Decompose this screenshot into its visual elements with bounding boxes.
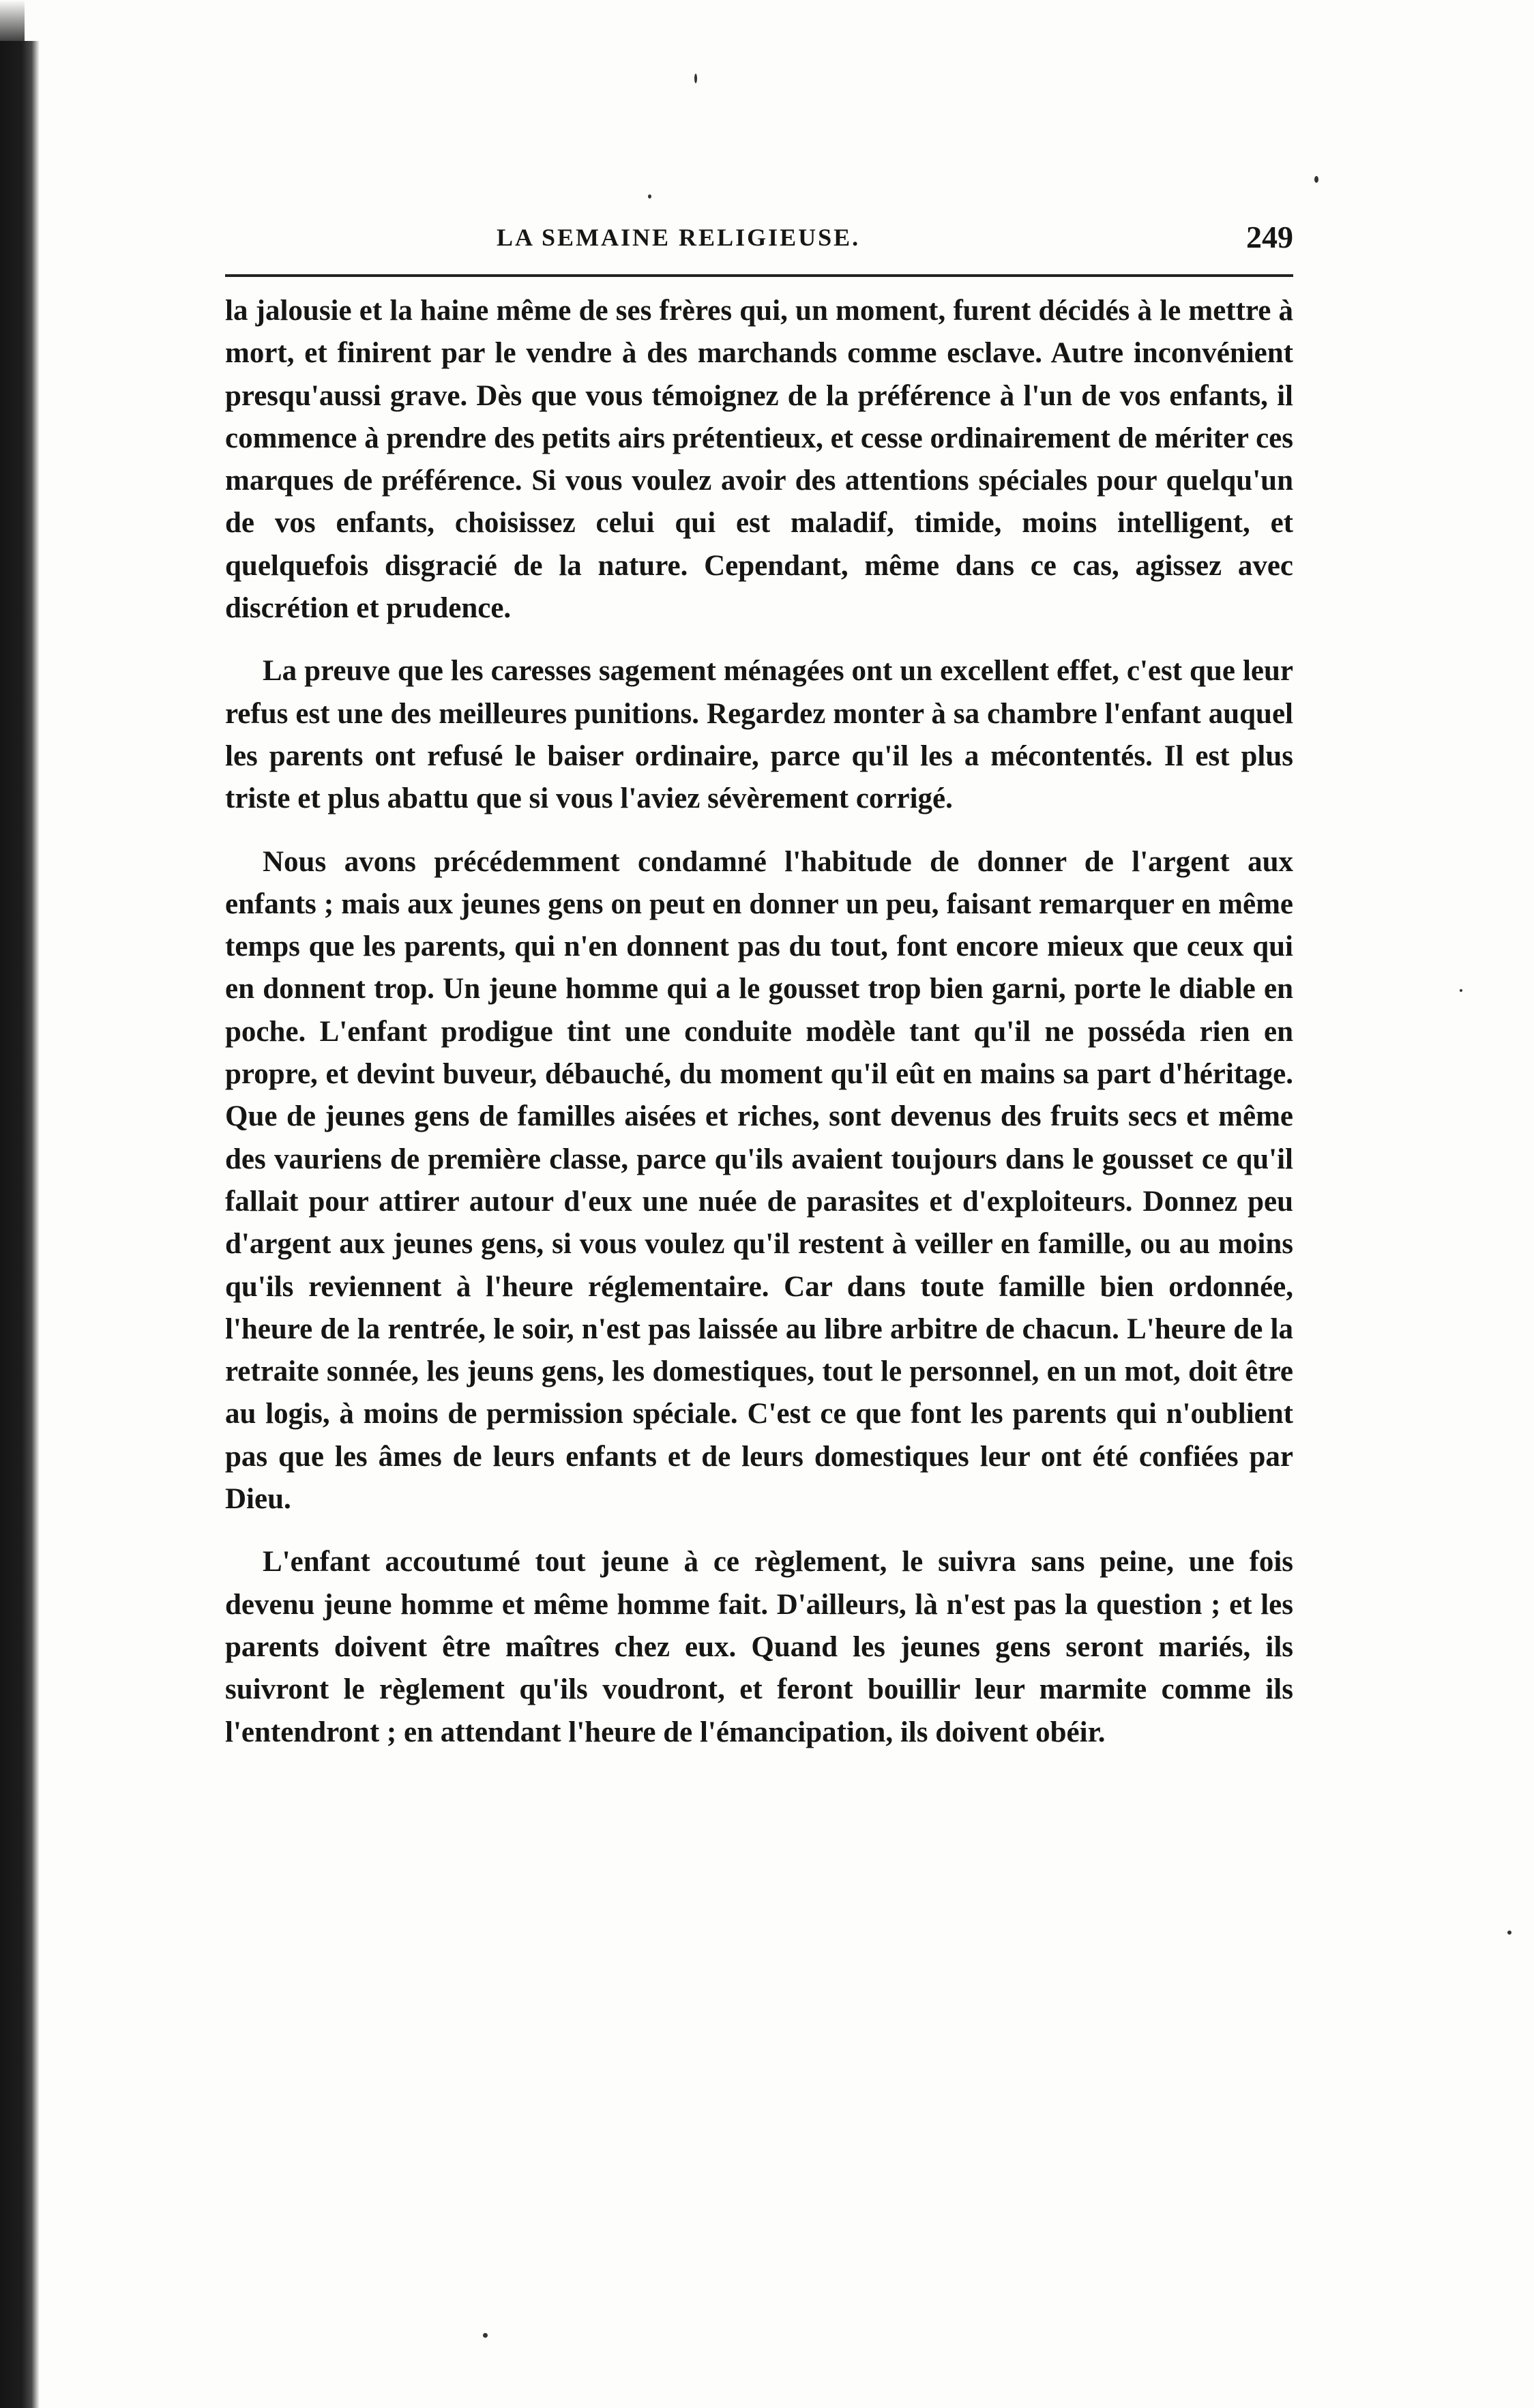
scan-speck [1460, 989, 1462, 992]
paragraph: Nous avons précédemment condamné l'habitude de donner de l'argent aux enfants ; mais aux jeunes gens on peut en donner un peu, faisant remarquer en même temps que les parents, qui n'en donnent pas du tout, font encore mieux que ceux qui en donnent trop. Un jeune homme qui a le gousset trop bien garni, porte le diable en poche. L'enfant prodigue tint une conduite modèle tant qu'il ne posséda rien en propre, et devint buveur, débauché, du moment qu'il eût en mains sa part d'héritage. Que de jeunes gens de familles aisées et riches, sont devenus des fruits secs et même des vauriens de première classe, parce qu'ils avaient toujours dans le gousset ce qu'il fallait pour attirer autour d'eux une nuée de parasites et d'exploiteurs. Donnez peu d'argent aux jeunes gens, si vous voulez qu'il restent à veiller en famille, ou au moins qu'ils reviennent à l'heure réglementaire. Car dans toute famille bien ordonnée, l'heure de la rentrée, le soir, n'est pas laissée au libre arbitre de chacun. L'heure de la retraite sonnée, les jeuns gens, les domestiques, tout le personnel, en un mot, doit être au logis, à moins de permission spéciale. C'est ce que font les parents qui n'oublient pas que les âmes de leurs enfants et de leurs domestiques leur ont été confiées par Dieu. [225, 845, 1293, 1516]
scan-speck [694, 74, 697, 83]
page-number: 249 [1246, 220, 1293, 254]
page-header [225, 217, 1293, 265]
header-rule [225, 274, 1293, 277]
scan-speck [1507, 1930, 1511, 1935]
paragraph: la jalousie et la haine même de ses frères qui, un moment, furent décidés à le mettre à mort, et finirent par le vendre à des marchands comme esclave. Autre inconvénient presqu'aussi grave. Dès que vous témoignez de la préférence à l'un de vos enfants, il commence à prendre des petits airs prétentieux, et cesse ordinairement de mériter ces marques de préférence. Si vous voulez avoir des attentions spéciales pour quelqu'un de vos enfants, choisissez celui qui est maladif, timide, moins intelligent, et quelquefois disgracié de la nature. Cependant, même dans ce cas, agissez avec discrétion et prudence. [225, 295, 1293, 625]
scan-speck [1314, 176, 1318, 183]
scan-speck [648, 194, 651, 199]
running-title: LA SEMAINE RELIGIEUSE. [497, 224, 861, 251]
binding-shadow [0, 41, 40, 2408]
body-text [225, 290, 1293, 1774]
paragraph: L'enfant accoutumé tout jeune à ce règlement, le suivra sans peine, une fois devenu jeune homme et même homme fait. D'ailleurs, là n'est pas la question ; et les parents doivent être maîtres chez eux. Quand les jeunes gens seront mariés, ils suivront le règlement qu'ils voudront, et feront bouillir leur marmite comme ils l'entendront ; en attendant l'heure de l'émancipation, ils doivent obéir. [225, 1546, 1293, 1748]
scan-speck [483, 2333, 488, 2338]
paragraph: La preuve que les caresses sagement ménagées ont un excellent effet, c'est que leur refus est une des meilleures punitions. Regardez monter à sa chambre l'enfant auquel les parents ont refusé le baiser ordinaire, parce qu'il les a mécontentés. Il est plus triste et plus abattu que si vous l'aviez sévèrement corrigé. [225, 655, 1293, 815]
